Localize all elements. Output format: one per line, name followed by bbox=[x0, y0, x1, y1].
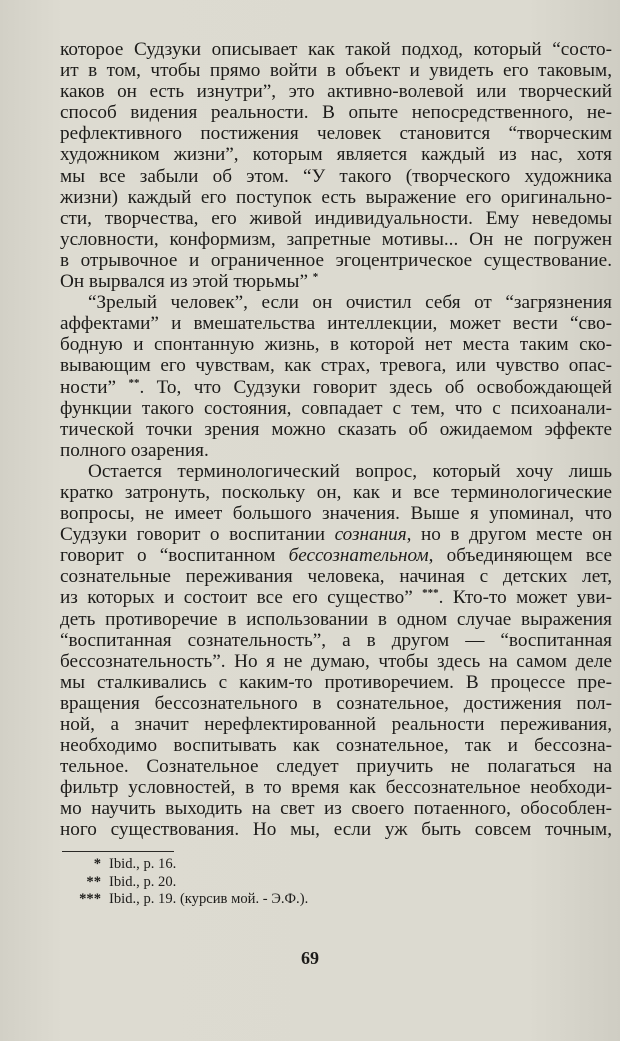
text-segment: ит в том, чтобы прямо войти в объект и увидеть его таковым, bbox=[60, 60, 612, 82]
footnote-text: Ibid., p. 19. (курсив мой. - Э.Ф.). bbox=[109, 891, 309, 908]
text-segment: ной, а значит нерефлектированной реальности переживания, bbox=[60, 714, 612, 735]
text-line bbox=[60, 461, 612, 482]
text-segment: , объединяющем все bbox=[428, 545, 613, 567]
footnote-reference: *** bbox=[422, 587, 439, 600]
text-segment: вывающим его чувствам, как страх, тревога, или чувство опас- bbox=[60, 355, 612, 377]
text-segment: жизни) каждый его поступок есть выражение его оригинально- bbox=[60, 186, 612, 208]
footnote-1 bbox=[72, 856, 308, 874]
text-segment: “воспитанная сознательность”, а в другом — “воспитанная bbox=[60, 629, 612, 651]
text-line bbox=[60, 398, 612, 419]
footnote-reference: * bbox=[312, 271, 319, 284]
text-segment: Остается терминологический вопрос, который хочу лишь bbox=[88, 460, 612, 482]
text-line bbox=[60, 123, 612, 144]
text-line bbox=[60, 524, 612, 545]
text-line bbox=[60, 355, 612, 376]
italic-term: бессознательном bbox=[288, 545, 429, 567]
text-line bbox=[60, 609, 612, 630]
text-segment: которое Судзуки описывает как такой подход, который “состо- bbox=[60, 39, 612, 60]
text-line bbox=[60, 39, 612, 60]
text-segment: ного существования. Но мы, если уж быть совсем точным, bbox=[60, 819, 612, 841]
footnote-reference: ** bbox=[128, 376, 140, 389]
text-segment: необходимо воспитывать как сознательное, так и бессозна- bbox=[60, 735, 612, 757]
text-segment: сознательные переживания человека, начиная с детских лет, bbox=[60, 566, 612, 588]
text-segment: художником жизни”, которым является каждый из нас, хотя bbox=[60, 144, 612, 166]
text-line bbox=[60, 819, 612, 840]
text-line bbox=[60, 292, 612, 313]
text-line bbox=[60, 102, 612, 123]
text-segment: мы сталкивались с каким-то противоречием. В процессе пре- bbox=[60, 671, 612, 693]
text-segment: бодную и спонтанную жизнь, в которой нет места таким ско- bbox=[60, 334, 612, 356]
text-line bbox=[60, 651, 612, 672]
text-segment: полного озарения. bbox=[60, 439, 209, 461]
text-segment: . Кто-то может уви- bbox=[438, 587, 613, 609]
text-segment: тельное. Сознательное следует приучить не полагаться на bbox=[60, 756, 612, 778]
text-segment: условности, конформизм, запретные мотивы... Он не погружен bbox=[60, 228, 612, 250]
footnote-mark: ** bbox=[86, 873, 101, 890]
text-line bbox=[60, 271, 612, 292]
text-line bbox=[60, 630, 612, 651]
text-segment: бессознательность”. Но я не думаю, чтобы здесь на самом деле bbox=[60, 650, 612, 672]
footnotes bbox=[72, 856, 308, 909]
text-line bbox=[60, 503, 612, 524]
text-line bbox=[60, 798, 612, 819]
text-segment: “Зрелый человек”, если он очистил себя от “загрязнения bbox=[88, 292, 612, 314]
text-line bbox=[60, 693, 612, 714]
text-line bbox=[60, 587, 612, 608]
footnote-mark: * bbox=[93, 856, 101, 872]
text-line bbox=[60, 166, 612, 187]
text-segment: . То, что Судзуки говорит здесь об освобождающей bbox=[139, 376, 613, 398]
text-segment: тической точки зрения можно сказать об ожидаемом эффекте bbox=[60, 418, 612, 440]
text-line bbox=[60, 208, 612, 229]
text-segment: рефлективного постижения человек становится “творческим bbox=[60, 123, 612, 145]
text-segment: сти, творчества, его живой индивидуальности. Ему неведомы bbox=[60, 207, 612, 229]
page-number: 69 bbox=[301, 948, 319, 968]
text-line bbox=[60, 735, 612, 756]
text-segment: функции такого состояния, совпадает с тем, что с психоанали- bbox=[60, 397, 612, 419]
text-segment: в отрывочное и ограниченное эгоцентрическое существование. bbox=[60, 249, 612, 271]
text-line bbox=[60, 250, 612, 271]
text-line bbox=[60, 229, 612, 250]
text-segment: вопросы, не имеет большого значения. Выше я упоминал, что bbox=[60, 503, 612, 525]
text-line bbox=[60, 440, 612, 461]
footnote-text: Ibid., p. 20. bbox=[109, 873, 177, 890]
text-segment: Он вырвался из этой тюрьмы” bbox=[60, 271, 308, 293]
text-line bbox=[60, 144, 612, 165]
text-line bbox=[60, 377, 612, 398]
text-line bbox=[60, 419, 612, 440]
text-line bbox=[60, 672, 612, 693]
text-line bbox=[60, 566, 612, 587]
text-segment: мы все забыли об этом. “У такого (творческого художника bbox=[60, 165, 612, 187]
text-segment: говорит о “воспитанном bbox=[60, 545, 289, 567]
footnote-3 bbox=[72, 891, 308, 909]
text-segment: Судзуки говорит о воспитании bbox=[60, 524, 335, 546]
text-segment: кратко затронуть, поскольку он, как и все терминологические bbox=[60, 481, 612, 503]
footnote-mark: *** bbox=[79, 891, 101, 908]
text-segment: ности” bbox=[60, 376, 117, 398]
text-line bbox=[60, 334, 612, 355]
text-line bbox=[60, 545, 612, 566]
text-segment: из которых и состоит все его существо” bbox=[60, 587, 413, 609]
footnote-divider bbox=[62, 851, 174, 852]
text-segment: , но в другом месте он bbox=[406, 524, 612, 546]
text-segment: фильтр условностей, в то время как бессознательное необходи- bbox=[60, 777, 612, 799]
text-segment: аффектами” и вмешательства интеллекции, может вести “сво- bbox=[60, 313, 612, 335]
text-segment: способ видения реальности. В опыте непосредственного, не- bbox=[60, 102, 612, 124]
text-segment: каков он есть изнутри”, это активно-волевой или творческий bbox=[60, 81, 612, 103]
footnote-2 bbox=[72, 874, 308, 892]
text-segment: мо научить выходить на свет из своего потаенного, обособлен- bbox=[60, 798, 612, 820]
text-line bbox=[60, 60, 612, 81]
footnote-text: Ibid., p. 16. bbox=[109, 856, 177, 872]
text-line bbox=[60, 756, 612, 777]
text-line bbox=[60, 482, 612, 503]
text-line bbox=[60, 777, 612, 798]
text-line bbox=[60, 313, 612, 334]
body-paragraphs bbox=[60, 39, 612, 841]
text-segment: деть противоречие в использовании в одном случае выражения bbox=[60, 608, 612, 630]
text-line bbox=[60, 81, 612, 102]
text-line bbox=[60, 714, 612, 735]
text-segment: вращения бессознательного в сознательное, достижения пол- bbox=[60, 692, 612, 714]
text-line bbox=[60, 187, 612, 208]
italic-term: сознания bbox=[334, 524, 407, 546]
body-text bbox=[60, 39, 612, 841]
